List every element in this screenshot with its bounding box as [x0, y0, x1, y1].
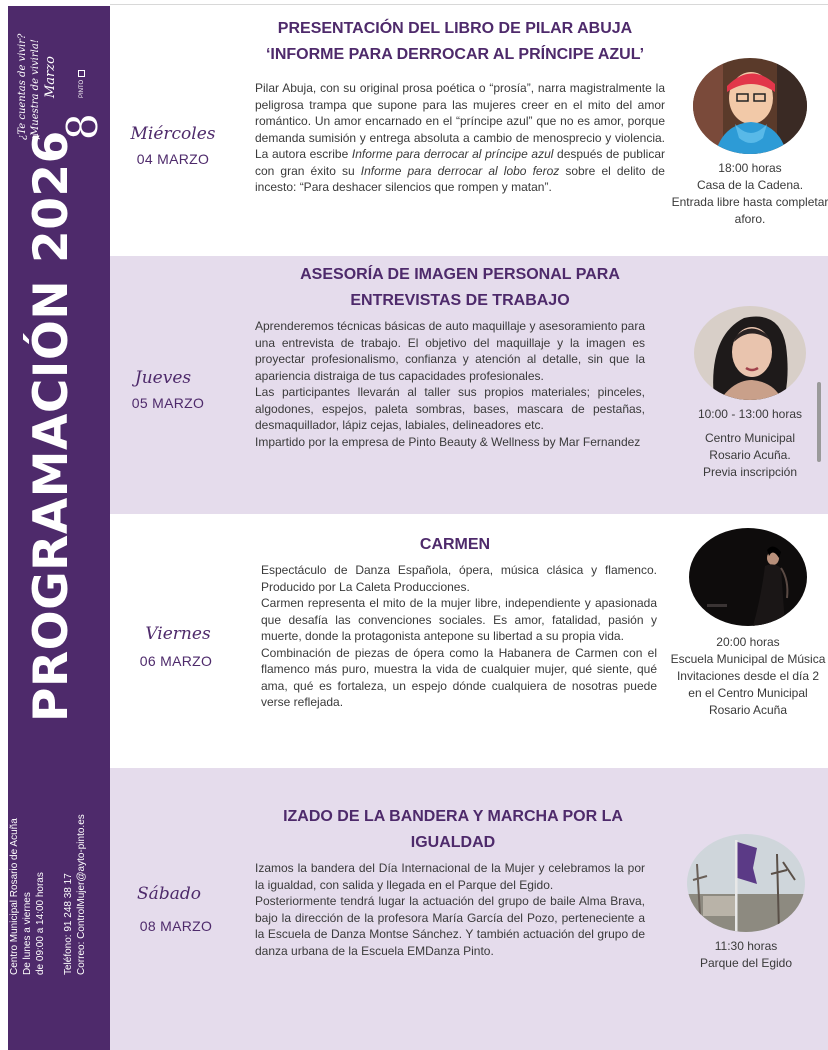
event-paragraph: Espectáculo de Danza Española, ópera, música clásica y flamenco. Producido por La Caleta Producciones. — [261, 563, 657, 594]
event-note: aforo. — [734, 212, 766, 226]
contact-block-1 — [8, 818, 47, 975]
event-section-4 — [110, 768, 828, 1050]
event-info — [675, 406, 825, 481]
event-description — [255, 80, 665, 196]
sidebar — [0, 0, 110, 1050]
event-paragraph: Izamos la bandera del Día Internacional de la Mujer y celebramos la por la igualdad, con salida y llegada en el Parque del Egido. — [255, 861, 645, 892]
event-title — [240, 16, 670, 68]
vertical-scrollbar[interactable] — [817, 382, 821, 462]
book-title: Informe para derrocar al lobo feroz — [360, 163, 560, 178]
event-title-line: CARMEN — [419, 536, 491, 553]
event-time: 20:00 horas — [716, 635, 780, 649]
event-day: Jueves — [134, 368, 192, 388]
event-location: Casa de la Cadena. — [696, 178, 804, 192]
contact-phone: Teléfono: 91 248 38 17 — [63, 873, 74, 975]
event-location: Rosario Acuña. — [709, 448, 791, 462]
contact-center: Centro Municipal Rosario de Acuña — [9, 818, 20, 975]
contact-hours: de 09:00 a 14:00 horas — [35, 872, 46, 975]
event-day: Sábado — [137, 884, 201, 904]
event-description — [255, 860, 645, 959]
event-title — [360, 532, 550, 558]
event-time: 10:00 - 13:00 horas — [697, 407, 803, 421]
event-info — [650, 160, 828, 228]
event-title-line: ENTREVISTAS DE TRABAJO — [350, 292, 570, 309]
event-location: Centro Municipal — [704, 431, 796, 445]
event-title — [260, 262, 660, 314]
book-title: Informe para derrocar al príncipe azul — [351, 147, 554, 161]
event-location: Parque del Egido — [699, 956, 793, 970]
event-note: Entrada libre hasta completar — [671, 195, 828, 209]
event-description — [255, 318, 645, 450]
event-title-line: IGUALDAD — [410, 834, 496, 851]
text-run: Pilar Abuja, con su original prosa poética o “prosía”, narra magistralmente la peligrosa trampa que supone para las mujeres creer en el mito del amor romántico. Un amor encarnado en el “príncipe azul” que no es amor, porque demanda sumisión y entrega absoluta a cambio de menosprecio y violencia. La autora escribe — [255, 81, 665, 161]
programacion-title: PROGRAMACIÓN 2026 — [24, 130, 79, 722]
event-day: Viernes — [145, 624, 211, 644]
event-photo-author — [693, 58, 807, 154]
event-title-line: IZADO DE LA BANDERA Y MARCHA POR LA — [283, 808, 623, 825]
event-date: 04 MARZO — [136, 151, 210, 167]
event-photo-dancer — [689, 528, 807, 626]
event-paragraph — [255, 80, 665, 196]
event-section-3 — [110, 514, 828, 768]
event-photo-stylist — [694, 306, 806, 400]
logo-month: Marzo — [43, 56, 58, 98]
event-paragraph: Carmen representa el mito de la mujer libre, independiente y apasionada que desafía las convenciones sociales. Es amor, fatalidad, pasión y muerte, donde la protagonista antepone su libertad a su propia vida. — [261, 596, 657, 643]
event-title-line: PRESENTACIÓN DEL LIBRO DE PILAR ABUJA — [277, 20, 633, 37]
logo-day-number: 8 — [58, 113, 107, 140]
event-date: 05 MARZO — [131, 395, 205, 411]
pinto-logo-text: PINTO — [79, 79, 85, 98]
contact-block-2 — [62, 814, 88, 975]
event-paragraph: Posteriormente tendrá lugar la actuación del grupo de baile Alma Brava, bajo la dirección de la profesora María García del Pozo, perteneciente a la Escuela de Danza Montse Sánchez. Y también actuación del grupo de danza urbana de la Escuela EMDanza Pinto. — [255, 894, 645, 958]
event-time: 18:00 horas — [718, 161, 782, 175]
text-run: sobre el delito de incesto: “Para deshacer silencios que rompen y matan”. — [255, 163, 665, 194]
contact-email[interactable]: Correo: ControlMujer@ayto-pinto.es — [76, 814, 87, 975]
event-date: 06 MARZO — [139, 653, 213, 669]
text-run: después de publicar con gran éxito su — [255, 147, 665, 178]
pinto-logo-icon — [78, 70, 85, 77]
event-title-line: ‘INFORME PARA DERROCAR AL PRÍNCIPE AZUL’ — [265, 46, 645, 63]
event-title-line: ASESORÍA DE IMAGEN PERSONAL PARA — [300, 266, 620, 283]
logo-tagline-1: ¿Te cuentas de vivir? — [17, 33, 28, 140]
event-section-2 — [110, 256, 828, 514]
event-info — [658, 634, 828, 719]
event-paragraph: Las participantes llevarán al taller sus propios materiales; pinceles, algodones, espejos, paleta sombras, bases, mascara de pestañas, desmaquillador, lápiz cejas, labiales, delineadores etc. — [255, 385, 645, 432]
logo-tagline-2: ¡Muestra de vivirla! — [30, 39, 41, 140]
event-note: Rosario Acuña — [708, 703, 788, 717]
event-note: Previa inscripción — [702, 465, 798, 479]
contact-days: De lunes a viernes — [22, 892, 33, 975]
event-section-1 — [110, 6, 828, 256]
event-paragraph: Combinación de piezas de ópera como la Habanera de Carmen con el flamenco más puro, muestra la vida de cualquier mujer, qué siente, qué ama, qué es fortaleza, un espejo dónde cualquiera de nosotras puede verse reflejada. — [261, 645, 657, 709]
event-location: Escuela Municipal de Música — [670, 652, 826, 666]
event-day: Miércoles — [130, 124, 216, 144]
event-time: 11:30 horas — [714, 939, 778, 953]
event-note: en el Centro Municipal — [688, 686, 808, 700]
event-photo-flag — [687, 834, 805, 932]
event-paragraph: Aprenderemos técnicas básicas de auto maquillaje y asesoramiento para una entrevista de trabajo. El objetivo del maquillaje y la imagen es proyectar profesionalismo, confianza y atención al detalle, sin que la apariencia distraiga de tus capacidades profesionales. — [255, 319, 645, 383]
event-date: 08 MARZO — [139, 918, 213, 934]
event-description — [261, 562, 657, 711]
event-title — [260, 804, 646, 856]
event-note: Invitaciones desde el día 2 — [676, 669, 820, 683]
event-paragraph: Impartido por la empresa de Pinto Beauty & Wellness by Mar Fernandez — [255, 434, 641, 449]
top-divider — [110, 4, 828, 5]
event-info — [662, 938, 828, 972]
pinto-logo — [78, 70, 87, 98]
